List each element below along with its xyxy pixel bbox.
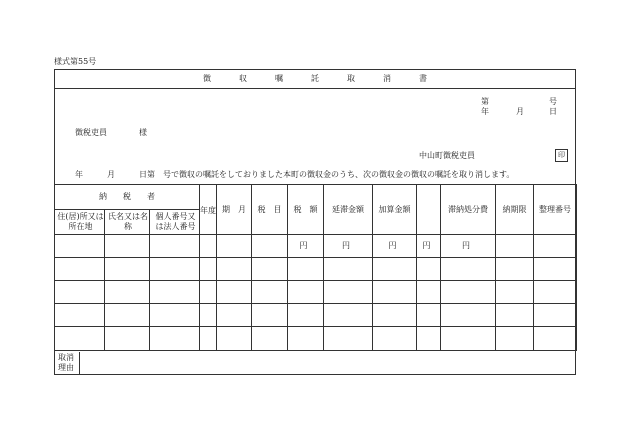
table-row [55,327,577,351]
table-cell[interactable] [55,327,105,351]
table-cell[interactable] [373,281,417,304]
date-month: 月 [516,107,524,116]
blank-header [417,185,441,235]
table-row [55,304,577,327]
tax-amount-header: 税 額 [288,185,324,235]
table-cell[interactable] [252,258,288,281]
table-cell[interactable] [105,304,150,327]
table-cell[interactable] [200,327,217,351]
table-cell[interactable] [441,258,496,281]
table-cell[interactable] [200,258,217,281]
table-cell[interactable] [288,304,324,327]
title-char: 嘱 [275,74,283,83]
table-cell[interactable] [417,281,441,304]
table-cell[interactable] [441,327,496,351]
address-header: 住(居)所又は所在地 [55,210,105,235]
table-cell[interactable] [288,327,324,351]
table-cell[interactable] [200,235,217,258]
collection-table [54,184,577,351]
table-cell[interactable] [534,281,577,304]
table-cell[interactable] [252,281,288,304]
table-cell[interactable] [200,304,217,327]
table-cell[interactable] [55,281,105,304]
table-cell[interactable] [105,258,150,281]
table-cell[interactable] [288,281,324,304]
addressee-honorific: 様 [139,128,147,137]
surcharge-header: 加算金額 [373,185,417,235]
title-char: 消 [383,74,391,83]
cancel-reason-row [54,352,576,376]
addressee-name: 徴税吏員 [75,128,107,137]
cancel-reason-label: 取消理由 [54,352,80,374]
id-number-header: 個人番号又は法人番号 [150,210,200,235]
table-cell[interactable] [217,281,252,304]
yen-unit-cell[interactable] [288,235,324,258]
notice-year: 年 [75,170,83,179]
table-cell[interactable] [373,304,417,327]
table-cell[interactable] [150,235,200,258]
table-cell[interactable] [534,258,577,281]
date-day: 日 [549,107,557,116]
yen-unit-cell[interactable] [417,235,441,258]
table-cell[interactable] [55,304,105,327]
table-cell[interactable] [105,327,150,351]
table-cell[interactable] [441,281,496,304]
table-cell[interactable] [200,281,217,304]
table-cell[interactable] [534,327,577,351]
table-cell[interactable] [496,258,534,281]
title-char: 徴 [203,74,211,83]
tax-item-header: 税 目 [252,185,288,235]
table-cell[interactable] [441,304,496,327]
title-char: 託 [311,74,319,83]
notice-month: 月 [107,170,115,179]
table-cell[interactable] [150,258,200,281]
table-cell[interactable] [373,258,417,281]
table-cell[interactable] [217,304,252,327]
late-fee-header: 延滞金額 [324,185,373,235]
table-cell[interactable] [150,281,200,304]
period-header: 期 月 [217,185,252,235]
issuer-name: 中山町徴税吏員 [419,151,475,160]
table-cell[interactable] [55,258,105,281]
table-cell[interactable] [534,304,577,327]
table-cell[interactable] [55,235,105,258]
table-cell[interactable] [150,304,200,327]
table-cell[interactable] [252,327,288,351]
table-row [55,235,577,258]
fiscal-year-header: 年度 [200,185,217,235]
table-row [55,281,577,304]
table-cell[interactable] [324,327,373,351]
yen-unit-cell[interactable] [441,235,496,258]
seal-box: 印 [555,149,568,162]
name-header: 氏名又は名称 [105,210,150,235]
document-number-prefix: 第 [481,97,489,106]
form-number-label: 様式第55号 [54,57,97,66]
table-cell[interactable] [496,235,534,258]
table-cell[interactable] [217,327,252,351]
yen-unit: 円 [422,241,431,250]
table-cell[interactable] [417,258,441,281]
table-cell[interactable] [217,258,252,281]
yen-unit: 円 [388,241,397,250]
table-cell[interactable] [373,327,417,351]
delinquency-fee-header: 滞納処分費 [441,185,496,235]
reference-number-header: 整理番号 [534,185,577,235]
form-frame [54,69,576,375]
title-char: 収 [239,74,247,83]
title-row [55,70,575,89]
due-date-header: 納期限 [496,185,534,235]
table-cell[interactable] [105,281,150,304]
yen-unit: 円 [299,241,308,250]
document-number-suffix: 号 [549,97,557,106]
table-cell[interactable] [417,327,441,351]
table-cell[interactable] [324,304,373,327]
table-row [55,258,577,281]
yen-unit: 円 [462,241,470,250]
table-cell[interactable] [496,304,534,327]
table-cell[interactable] [324,258,373,281]
table-cell[interactable] [217,235,252,258]
notice-text: 日第 号で徴収の嘱託をしておりました本町の徴収金のうち、次の徴収金の徴収の嘱託を取り消します。 [139,170,515,179]
table-cell[interactable] [105,235,150,258]
table-cell[interactable] [417,304,441,327]
table-cell[interactable] [252,235,288,258]
table-cell[interactable] [534,235,577,258]
yen-unit-cell[interactable] [324,235,373,258]
title-char: 取 [347,74,355,83]
table-cell[interactable] [252,304,288,327]
table-cell[interactable] [288,258,324,281]
table-cell[interactable] [324,281,373,304]
date-year: 年 [481,107,489,116]
taxpayer-group-header: 納 税 者 [55,185,200,210]
document-title [55,73,575,84]
yen-unit: 円 [342,241,350,250]
title-char: 書 [419,74,427,83]
table-cell[interactable] [496,281,534,304]
table-cell[interactable] [496,327,534,351]
table-cell[interactable] [150,327,200,351]
yen-unit-cell[interactable] [373,235,417,258]
